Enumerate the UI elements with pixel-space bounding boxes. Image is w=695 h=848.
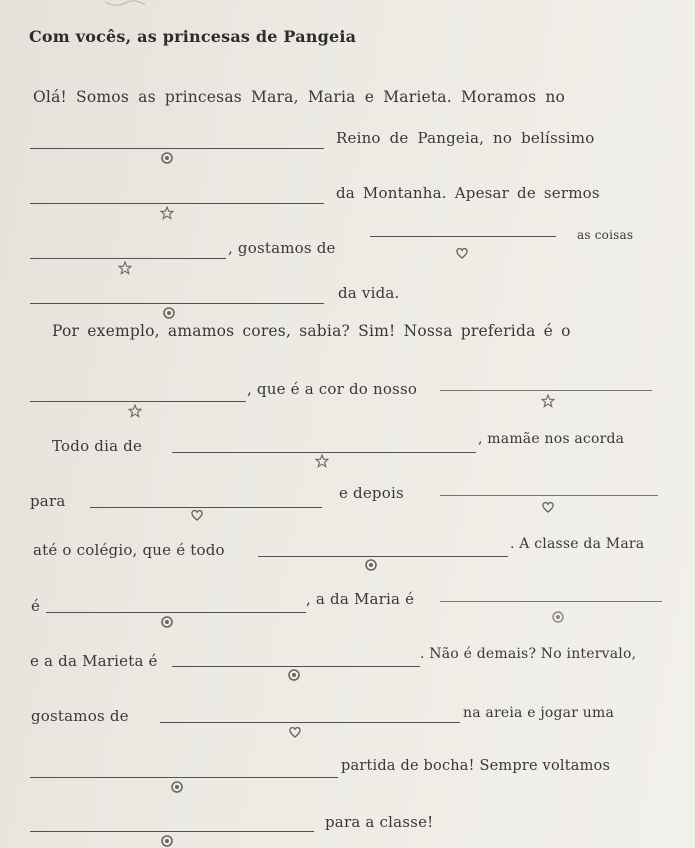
blank-12[interactable]	[46, 612, 306, 613]
blank-17[interactable]	[30, 831, 314, 832]
heart-icon	[455, 246, 469, 260]
text-line-10a: até o colégio, que é todo	[33, 541, 225, 559]
page-smudge	[100, 0, 160, 10]
text-line-9b: e depois	[339, 484, 404, 502]
text-line-11a: é	[31, 597, 41, 615]
blank-16[interactable]	[30, 777, 338, 778]
flower-icon	[160, 151, 174, 165]
blank-11[interactable]	[258, 556, 508, 557]
text-line-1: Olá! Somos as princesas Mara, Maria e Marieta. Moramos no	[33, 88, 566, 106]
blank-9[interactable]	[90, 507, 322, 508]
text-line-9a: para	[30, 492, 66, 510]
blank-15[interactable]	[160, 722, 460, 723]
text-line-13b: na areia e jogar uma	[463, 705, 615, 721]
flower-icon	[160, 834, 174, 848]
blank-8[interactable]	[172, 452, 476, 453]
text-line-6: Por exemplo, amamos cores, sabia? Sim! Nossa preferida é o	[52, 322, 571, 340]
text-line-10b: . A classe da Mara	[510, 536, 645, 552]
blank-6[interactable]	[30, 401, 246, 402]
flower-icon	[551, 610, 565, 624]
star-icon	[128, 404, 142, 418]
text-line-14: partida de bocha! Sempre voltamos	[341, 758, 611, 774]
blank-14[interactable]	[172, 666, 420, 667]
text-line-4a: , gostamos de	[228, 239, 336, 257]
text-line-12a: e a da Marieta é	[30, 652, 158, 670]
text-line-8a: Todo dia de	[52, 437, 143, 455]
blank-7[interactable]	[440, 390, 652, 391]
text-line-15: para a classe!	[325, 813, 434, 831]
star-icon	[118, 261, 132, 275]
star-icon	[541, 394, 555, 408]
blank-3[interactable]	[30, 258, 226, 259]
page-title: Com vocês, as princesas de Pangeia	[29, 27, 357, 46]
flower-icon	[287, 668, 301, 682]
flower-icon	[170, 780, 184, 794]
text-line-5: da vida.	[338, 284, 400, 302]
star-icon	[160, 206, 174, 220]
text-line-3: da Montanha. Apesar de sermos	[336, 184, 600, 202]
flower-icon	[160, 615, 174, 629]
heart-icon	[541, 500, 555, 514]
blank-2[interactable]	[30, 203, 324, 204]
text-line-7: , que é a cor do nosso	[247, 380, 418, 398]
text-line-13a: gostamos de	[31, 707, 129, 725]
text-line-8b: , mamãe nos acorda	[478, 431, 625, 447]
flower-icon	[162, 306, 176, 320]
blank-4[interactable]	[370, 236, 556, 237]
blank-1[interactable]	[30, 148, 324, 149]
text-line-11b: , a da Maria é	[306, 590, 415, 608]
heart-icon	[190, 508, 204, 522]
blank-5[interactable]	[30, 303, 324, 304]
star-icon	[315, 454, 329, 468]
text-line-4b: as coisas	[577, 228, 634, 242]
text-line-2: Reino de Pangeia, no belíssimo	[336, 129, 595, 147]
blank-10[interactable]	[440, 495, 658, 496]
blank-13[interactable]	[440, 601, 662, 602]
text-line-12b: . Não é demais? No intervalo,	[420, 646, 637, 662]
heart-icon	[288, 725, 302, 739]
flower-icon	[364, 558, 378, 572]
